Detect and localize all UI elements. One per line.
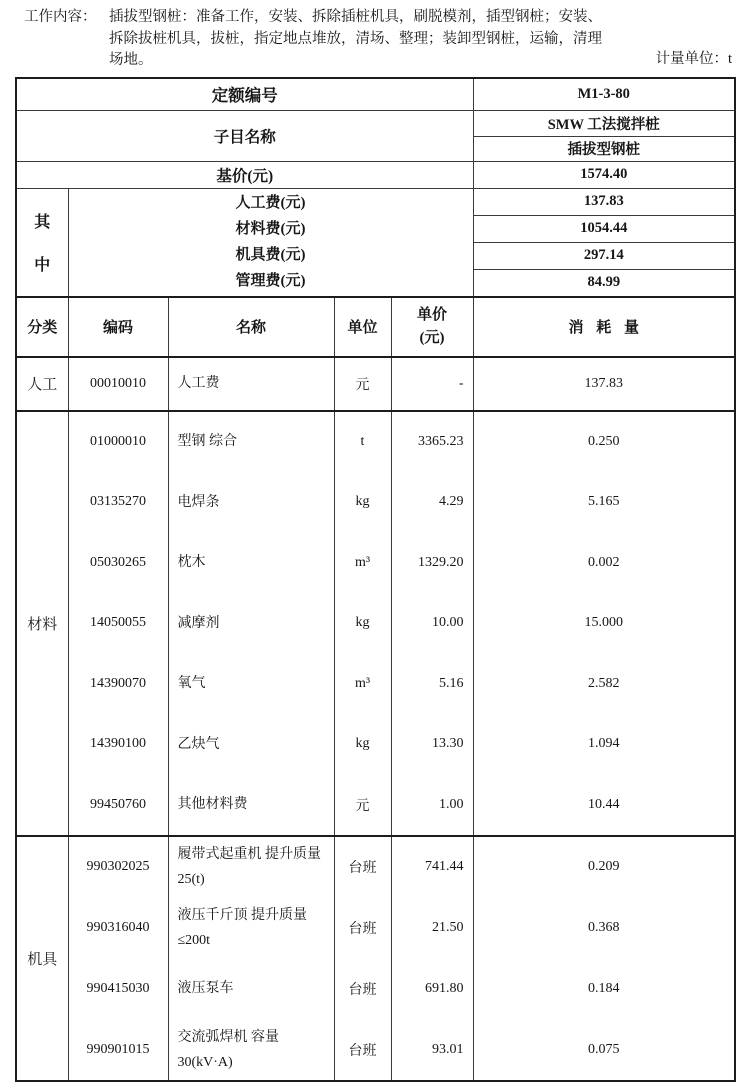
item-name: 电焊条 (169, 472, 334, 533)
item-code: 03135270 (69, 472, 168, 533)
column-header-row (16, 297, 735, 357)
work-content (0, 0, 750, 72)
unit-of-measure-label: 计量单位：t (655, 49, 732, 71)
among-char: 中 (17, 252, 68, 275)
fee-value-management: 84.99 (473, 269, 735, 297)
fee-value-labor: 137.83 (473, 188, 735, 215)
item-qty: 0.184 (474, 959, 735, 1020)
item-unit: 台班 (335, 959, 391, 1020)
item-price: 1.00 (392, 775, 473, 836)
work-content-text (106, 7, 736, 72)
item-code: 14050055 (69, 593, 168, 654)
work-content-line: 场地。 (109, 50, 736, 72)
item-unit: 元 (335, 358, 391, 410)
code-column (68, 411, 168, 837)
base-price-value: 1574.40 (473, 161, 735, 188)
col-header-unit: 单位 (334, 297, 391, 357)
item-name-row (16, 110, 735, 136)
item-unit: m³ (335, 654, 391, 715)
fee-row (16, 188, 735, 215)
price-column (391, 836, 473, 1081)
item-name: 人工费 (169, 358, 334, 410)
section-machinery (16, 836, 735, 1081)
item-price: 13.30 (392, 714, 473, 775)
item-name: 减摩剂 (169, 593, 334, 654)
col-header-name: 名称 (168, 297, 334, 357)
item-code: 14390070 (69, 654, 168, 715)
code-column (68, 836, 168, 1081)
item-qty: 5.165 (474, 472, 735, 533)
item-name: 枕木 (169, 533, 334, 594)
item-qty: 10.44 (474, 775, 735, 836)
item-price: 5.16 (392, 654, 473, 715)
work-content-line: 插拔型钢桩：准备工作，安装、拆除插桩机具，刷脱模剂，插型钢桩；安装、 (109, 7, 736, 29)
base-price-label: 基价(元) (16, 161, 473, 188)
item-unit: 台班 (335, 837, 391, 898)
name-column (168, 357, 334, 411)
item-qty: 137.83 (474, 358, 735, 410)
item-unit: kg (335, 593, 391, 654)
name-column (168, 411, 334, 837)
item-price: 4.29 (392, 472, 473, 533)
col-header-consumption: 消 耗 量 (473, 297, 735, 357)
quota-no-row (16, 78, 735, 111)
item-unit: 台班 (335, 1019, 391, 1080)
item-unit: 元 (335, 775, 391, 836)
item-code: 05030265 (69, 533, 168, 594)
item-unit: m³ (335, 533, 391, 594)
work-content-line: 拆除拔桩机具，拔桩，指定地点堆放，清场、整理；装卸型钢桩，运输，清理 (109, 29, 736, 51)
fee-value-machinery: 297.14 (473, 242, 735, 269)
col-header-category: 分类 (16, 297, 68, 357)
quota-no-label: 定额编号 (16, 78, 473, 111)
among-char: 其 (17, 209, 68, 232)
item-name-value-1: SMW 工法搅拌桩 (473, 110, 735, 136)
unit-column (334, 836, 391, 1081)
item-price: 21.50 (392, 898, 473, 959)
item-code: 01000010 (69, 412, 168, 473)
item-price: 3365.23 (392, 412, 473, 473)
item-price: 691.80 (392, 959, 473, 1020)
col-header-unit-price: 单价 (元) (391, 297, 473, 357)
base-price-row (16, 161, 735, 188)
fee-label: 机具费(元) (69, 241, 473, 267)
section-labor (16, 357, 735, 411)
item-name: 交流弧焊机 容量 30(kV·A) (169, 1019, 334, 1080)
item-qty: 1.094 (474, 714, 735, 775)
item-code: 00010010 (69, 358, 168, 410)
fee-labels-cell (68, 188, 473, 297)
item-name: 其他材料费 (169, 775, 334, 836)
item-code: 14390100 (69, 714, 168, 775)
qty-column (473, 836, 735, 1081)
item-name: 乙炔气 (169, 714, 334, 775)
fee-label: 管理费(元) (69, 267, 473, 293)
item-qty: 2.582 (474, 654, 735, 715)
item-qty: 0.368 (474, 898, 735, 959)
category-label: 机具 (16, 836, 68, 1081)
code-column (68, 357, 168, 411)
item-qty: 0.002 (474, 533, 735, 594)
quota-table (15, 77, 736, 1082)
section-materials (16, 411, 735, 837)
item-price: 741.44 (392, 837, 473, 898)
item-price: 1329.20 (392, 533, 473, 594)
work-content-label: 工作内容： (24, 7, 106, 72)
item-unit: kg (335, 714, 391, 775)
item-qty: 0.075 (474, 1019, 735, 1080)
price-column (391, 357, 473, 411)
col-header-code: 编码 (68, 297, 168, 357)
qty-column (473, 357, 735, 411)
item-name-label: 子目名称 (16, 110, 473, 161)
fee-label: 材料费(元) (69, 215, 473, 241)
price-column (391, 411, 473, 837)
qty-column (473, 411, 735, 837)
item-qty: 15.000 (474, 593, 735, 654)
item-code: 990415030 (69, 959, 168, 1020)
item-code: 99450760 (69, 775, 168, 836)
unit-column (334, 411, 391, 837)
item-price: - (392, 358, 473, 410)
item-code: 990316040 (69, 898, 168, 959)
item-name: 液压泵车 (169, 959, 334, 1020)
item-name-value-2: 插拔型钢桩 (473, 136, 735, 161)
item-qty: 0.209 (474, 837, 735, 898)
item-price: 10.00 (392, 593, 473, 654)
item-unit: kg (335, 472, 391, 533)
item-name: 氧气 (169, 654, 334, 715)
item-qty: 0.250 (474, 412, 735, 473)
fee-value-material: 1054.44 (473, 215, 735, 242)
item-code: 990901015 (69, 1019, 168, 1080)
quota-no-value: M1-3-80 (473, 78, 735, 111)
item-name: 型钢 综合 (169, 412, 334, 473)
category-label: 材料 (16, 411, 68, 837)
item-name: 履带式起重机 提升质量 25(t) (169, 837, 334, 898)
unit-column (334, 357, 391, 411)
item-unit: 台班 (335, 898, 391, 959)
category-label: 人工 (16, 357, 68, 411)
fee-label: 人工费(元) (69, 189, 473, 215)
item-unit: t (335, 412, 391, 473)
item-name: 液压千斤顶 提升质量≤200t (169, 898, 334, 959)
among-cell (16, 188, 68, 297)
name-column (168, 836, 334, 1081)
item-code: 990302025 (69, 837, 168, 898)
item-price: 93.01 (392, 1019, 473, 1080)
